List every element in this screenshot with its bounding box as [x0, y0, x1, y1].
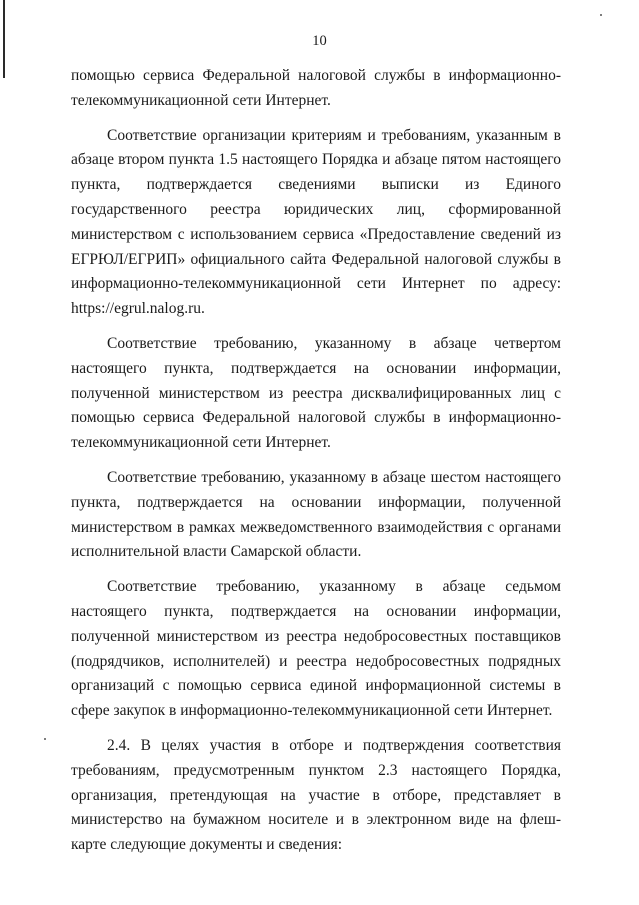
page-number: 10 — [312, 33, 327, 49]
paragraph-criteria-egrul: Соответствие организации критериям и требованиям, указанным в абзаце втором пункта 1.5 настоящего Порядка и абзаце пятом настоящего пункта, подтверждается сведениями выписки из Единого государственного реестра юридических лиц, сформированной министерством с использованием сервиса «Предоставление сведений из ЕГРЮЛ/ЕГРИП» официального сайта Федеральной налоговой службы в информационно-телекоммуникационной сети Интернет по адресу: https://egrul.nalog.ru. — [71, 126, 561, 318]
paragraph-section-2-4: 2.4. В целях участия в отборе и подтверждения соответствия требованиям, предусмотренным пунктом 2.3 настоящего Порядка, организация, претендующая на участие в отборе, представляет в министерство на бумажном носителе и в электронном виде на флеш-карте следующие документы и сведения: — [71, 736, 561, 854]
paragraph-unscrupulous-suppliers: Соответствие требованию, указанному в абзаце седьмом настоящего пункта, подтверждается на основании информации, полученной министерством из реестра недобросовестных поставщиков (подрядчиков, исполнителей) и реестра недобросовестных подрядных организаций с помощью сервиса единой информационной системы в сфере закупок в информационно-телекоммуникационной сети Интернет. — [71, 578, 561, 720]
paragraph-continuation: помощью сервиса Федеральной налоговой службы в информационно-телекоммуникационной сети Интернет. — [71, 67, 561, 109]
paragraph-disqualified-registry: Соответствие требованию, указанному в абзаце четвертом настоящего пункта, подтверждается на основании информации, полученной министерством из реестра дисквалифицированных лиц с помощью сервиса Федеральной налоговой службы в информационно-телекоммуникационной сети Интернет. — [71, 334, 561, 452]
scan-speck — [44, 738, 46, 740]
scan-speck — [600, 14, 602, 16]
paragraph-interagency: Соответствие требованию, указанному в абзаце шестом настоящего пункта, подтверждается на основании информации, полученной министерством в рамках межведомственного взаимодействия с органами исполнительной власти Самарской области. — [71, 468, 561, 561]
document-body — [71, 64, 561, 858]
